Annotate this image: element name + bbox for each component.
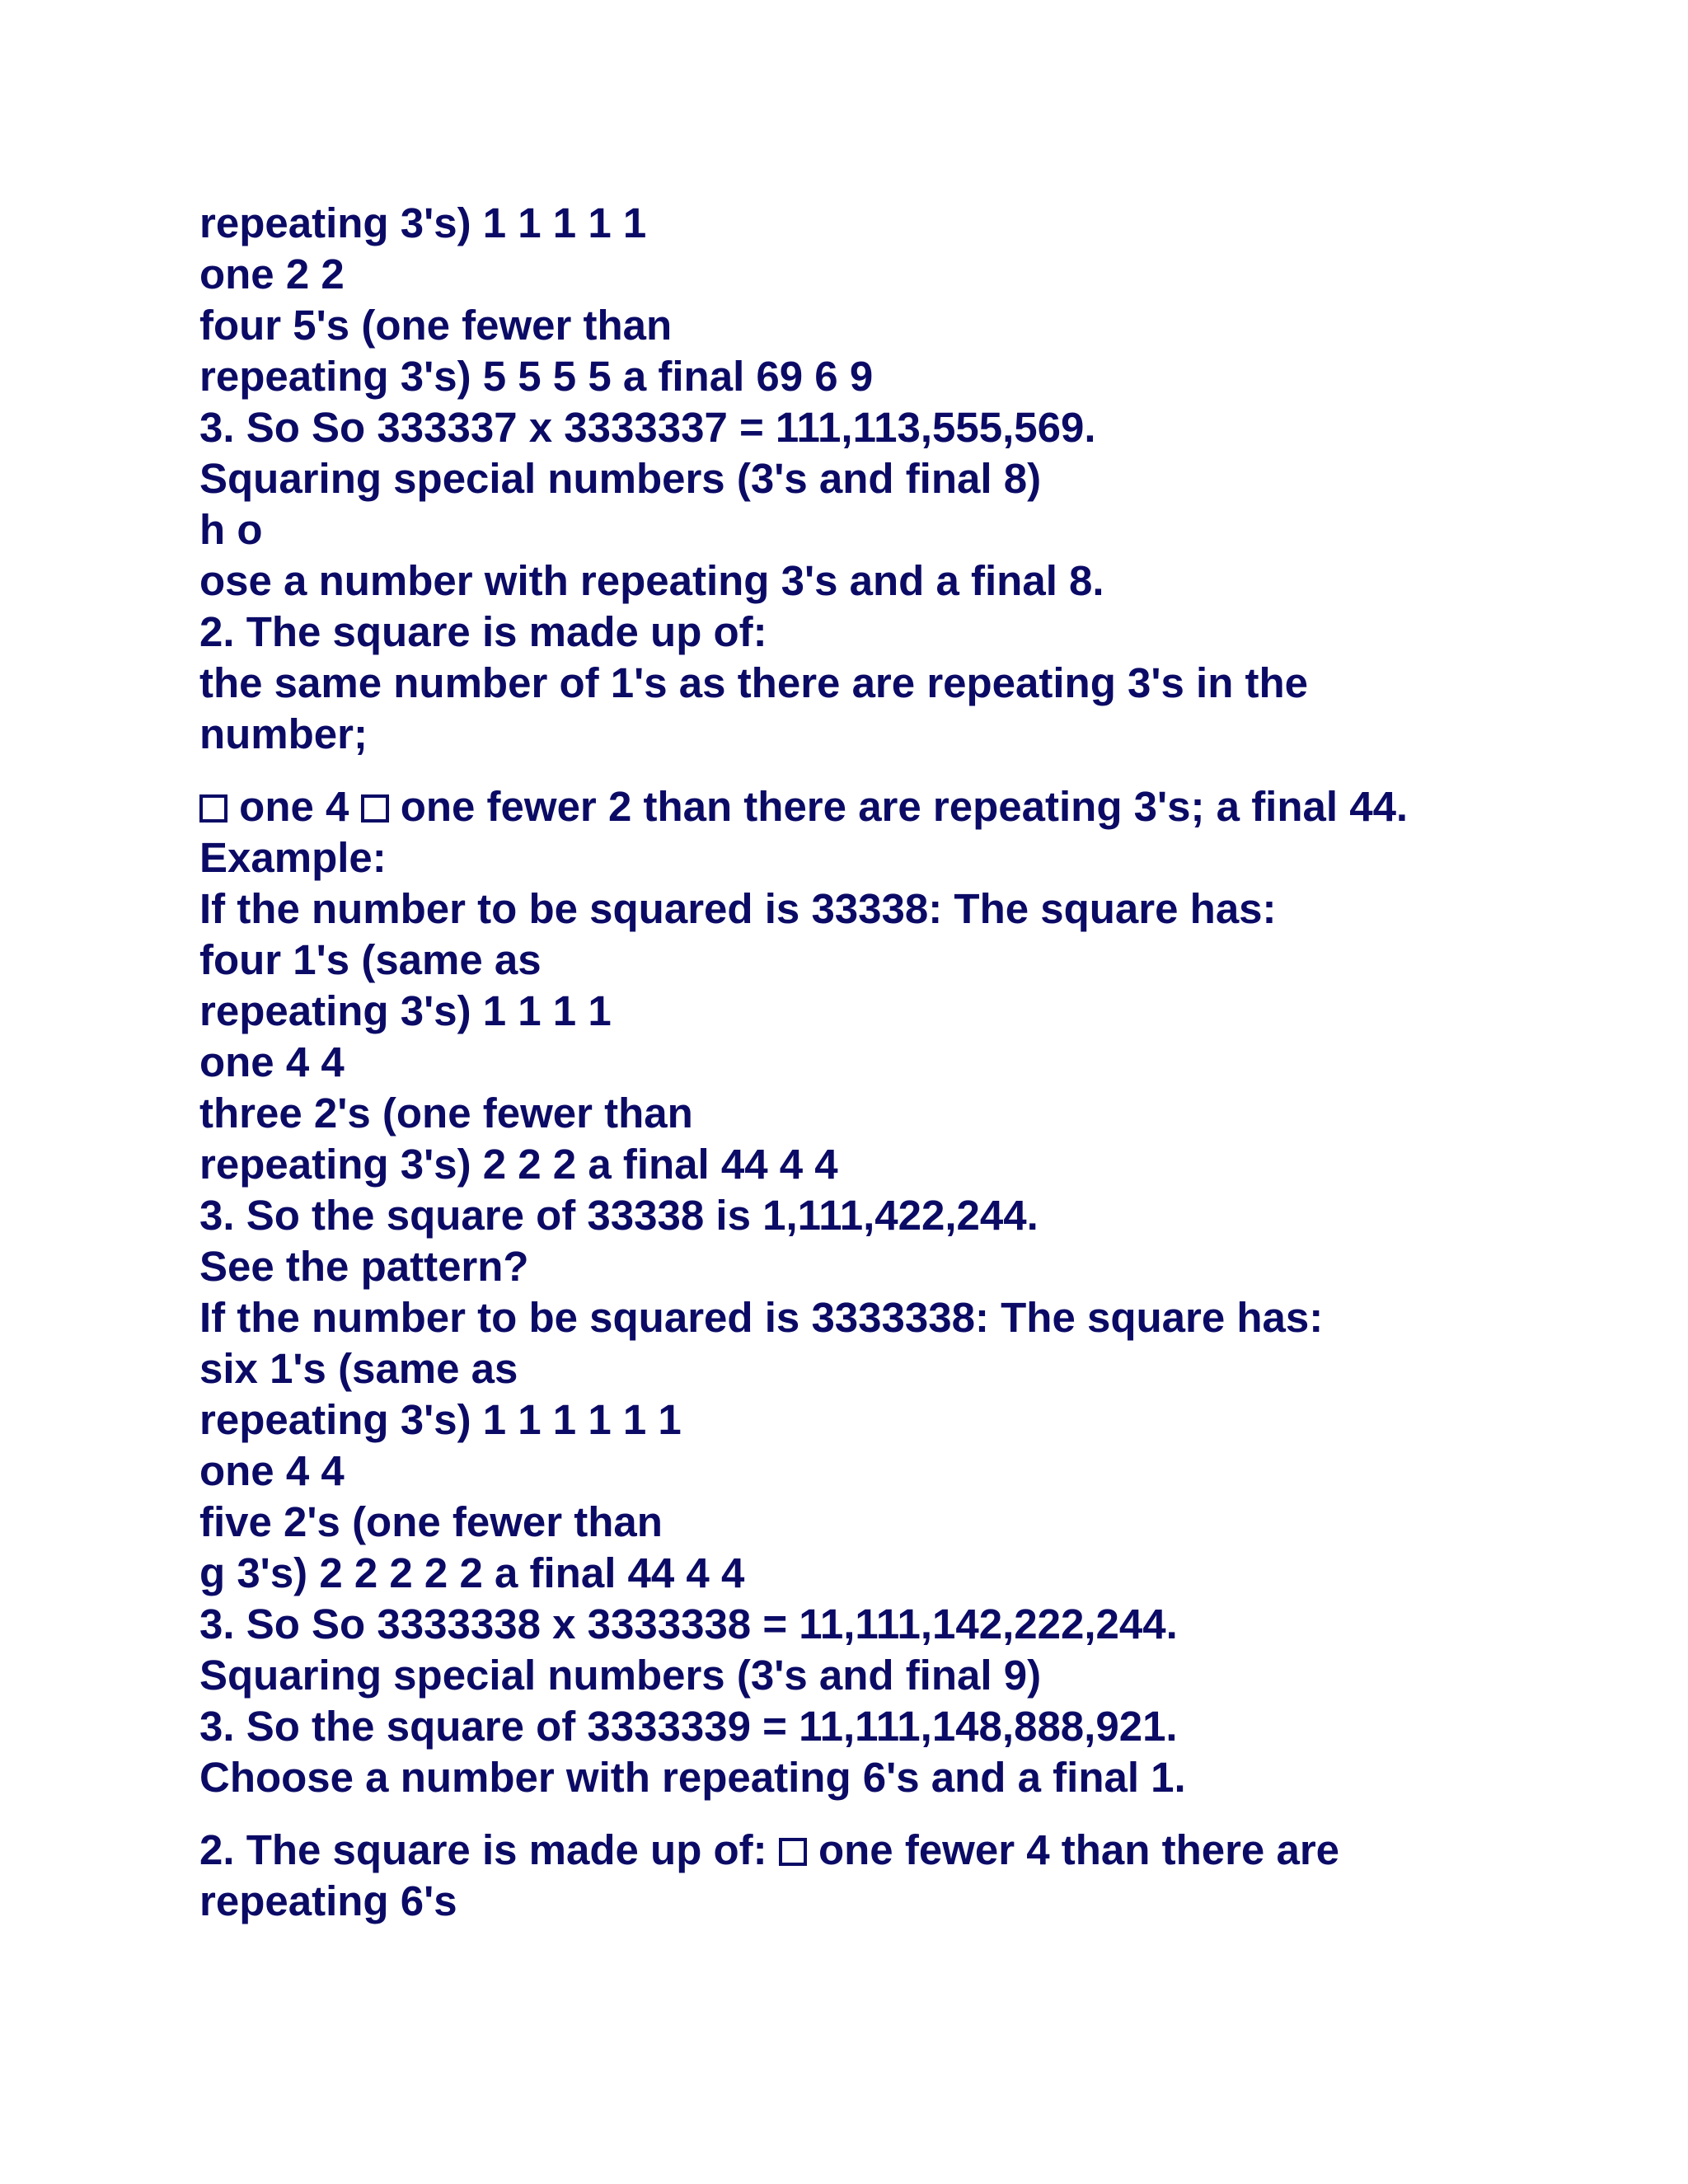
bullet-text: one 4 xyxy=(227,783,361,830)
bullet-paragraph xyxy=(199,1825,1485,1927)
text-line: If the number to be squared is 3333338: The square has: xyxy=(199,1294,1324,1341)
text-line: h o xyxy=(199,506,263,553)
text-line: repeating 3's) 1 1 1 1 1 xyxy=(199,199,647,246)
bullet-text: one fewer 4 than there are repeating 6's xyxy=(199,1826,1340,1924)
text-line: repeating 3's) 2 2 2 a final 44 4 4 xyxy=(199,1141,838,1188)
text-line: If the number to be squared is 33338: The square has: xyxy=(199,885,1277,932)
document-page xyxy=(199,198,1485,1927)
text-line: repeating 3's) 1 1 1 1 xyxy=(199,987,612,1034)
text-line: g 3's) 2 2 2 2 2 a final 44 4 4 xyxy=(199,1549,745,1596)
text-line: one 4 4 xyxy=(199,1038,345,1085)
text-line: ose a number with repeating 3's and a final 8. xyxy=(199,557,1104,604)
text-line: 3. So the square of 33338 is 1,111,422,244. xyxy=(199,1192,1039,1239)
bullet-paragraph xyxy=(199,781,1485,832)
text-line: 3. So So 333337 x 3333337 = 111,113,555,569. xyxy=(199,404,1096,451)
text-line: 2. The square is made up of: xyxy=(199,608,767,655)
text-line: repeating 3's) 1 1 1 1 1 1 xyxy=(199,1396,682,1443)
checkbox-glyph-icon xyxy=(199,794,227,823)
text-line: Example: xyxy=(199,834,387,881)
text-line: one 2 2 xyxy=(199,251,345,298)
section-heading: Squaring special numbers (3's and final 8) xyxy=(199,455,1042,502)
bullet-text: one fewer 2 than there are repeating 3's; a final 44. xyxy=(388,783,1409,830)
checkbox-glyph-icon xyxy=(361,794,389,823)
bullet-text: 2. The square is made up of: xyxy=(199,1826,779,1873)
text-line: three 2's (one fewer than xyxy=(199,1090,693,1137)
text-line: 3. So So 3333338 x 3333338 = 11,111,142,222,244. xyxy=(199,1601,1178,1647)
text-line: repeating 3's) 5 5 5 5 a final 69 6 9 xyxy=(199,353,874,400)
text-line: See the pattern? xyxy=(199,1243,529,1290)
text-line: four 5's (one fewer than xyxy=(199,302,673,349)
text-line: Choose a number with repeating 6's and a final 1. xyxy=(199,1754,1186,1801)
text-line: six 1's (same as xyxy=(199,1345,518,1392)
checkbox-glyph-icon xyxy=(779,1838,807,1866)
text-paragraph: the same number of 1's as there are repeating 3's in the number; xyxy=(199,659,1309,757)
text-line: five 2's (one fewer than xyxy=(199,1498,663,1545)
section-heading: Squaring special numbers (3's and final 9) xyxy=(199,1652,1042,1699)
text-line: one 4 4 xyxy=(199,1447,345,1494)
text-line: 3. So the square of 3333339 = 11,111,148,888,921. xyxy=(199,1703,1178,1750)
text-line: four 1's (same as xyxy=(199,936,542,983)
